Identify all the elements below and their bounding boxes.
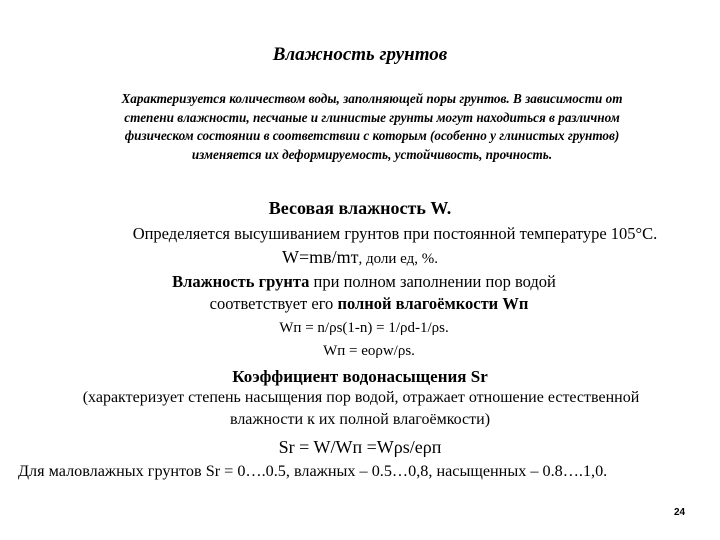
formula-expression: W=mв/mт <box>281 247 359 267</box>
full-capacity-line-2 <box>0 294 720 314</box>
page-number: 24 <box>674 507 686 518</box>
full-capacity-line-1 <box>0 272 720 292</box>
full-capacity-text-2: соответствует его <box>209 294 338 313</box>
saturation-note-line-1: (характеризует степень насыщения пор водой, отражает отношение естественной <box>82 389 640 406</box>
weight-moisture-definition: Определяется высушиванием грунтов при постоянной температуре 105°С. <box>132 224 658 243</box>
intro-line: Характеризуется количеством воды, заполняющей поры грунтов. В зависимости от <box>121 91 623 106</box>
intro-line: изменяется их деформируемость, устойчивость, прочность. <box>191 146 553 162</box>
full-capacity-formula-1: Wп = n/ρs(1-n) = 1/ρd-1/ρs. <box>279 320 449 336</box>
slide-title: Влажность грунтов <box>272 44 448 65</box>
intro-line: физическом состоянии в соответствии с которым (особенно у глинистых грунтов) <box>124 128 620 143</box>
formula-units: , доли ед, %. <box>358 251 439 267</box>
saturation-ranges: Для маловлажных грунтов Sr = 0….0.5, влажных – 0.5…0,8, насыщенных – 0.8….1,0. <box>18 462 608 480</box>
full-capacity-formula-2: Wп = eоρw/ρs. <box>323 343 415 359</box>
intro-paragraph <box>64 90 680 164</box>
saturation-formula: Sr = W/Wп =Wρs/eρп <box>278 437 442 457</box>
intro-line: степени влажности, песчаные и глинистые грунты могут находиться в различном <box>124 109 620 125</box>
saturation-heading: Коэффициент водонасыщения Sr <box>232 367 488 386</box>
full-capacity-text: при полном заполнении пор водой <box>309 272 556 291</box>
weight-moisture-heading: Весовая влажность W. <box>268 198 452 218</box>
full-capacity-highlight: полной влагоёмкости Wп <box>337 294 529 313</box>
weight-moisture-formula <box>0 247 720 268</box>
full-capacity-term: Влажность грунта <box>172 272 310 291</box>
saturation-note-line-2: влажности к их полной влагоёмкости) <box>229 411 491 428</box>
